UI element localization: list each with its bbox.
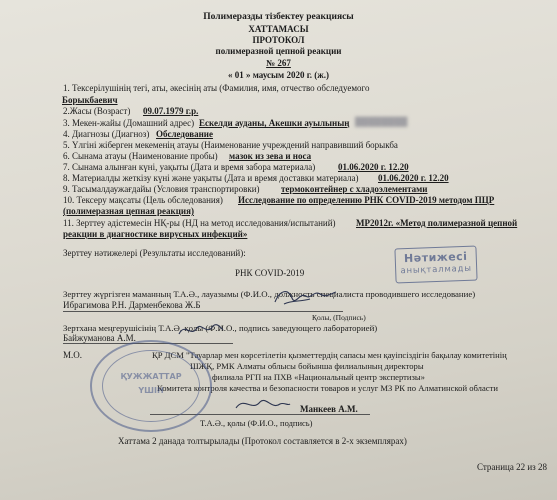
copies-note: Хаттама 2 данада толтырылады (Протокол составляется в 2-х экземплярах)	[118, 436, 407, 446]
field-10-label: 10. Тексеру мақсаты (Цель обследования)	[63, 195, 223, 205]
lab-title-kz: Полимеразды тізбектеу реакциясы	[203, 12, 354, 22]
result-stamp	[394, 246, 477, 284]
specialist-sign-label: Қолы, (Подпись)	[312, 313, 366, 322]
field-3-label: 3. Мекен-жайы (Домашний адрес)	[63, 118, 195, 128]
specialist-line	[63, 311, 343, 312]
field-11-value-2: реакции в диагностике вирусных инфекций»	[63, 229, 248, 239]
field-8-value: 01.06.2020 г. 12.20	[378, 173, 449, 183]
result-stamp-line2: анықталмады	[400, 263, 472, 277]
field-10-value: Исследование по определению РНК COVID-2019 методом ПЦР	[238, 195, 495, 205]
field-11-label: 11. Зерттеу әдістемесін НҚ-ры (НД на метод исследования/испытаний)	[63, 218, 336, 228]
field-2-value: 09.07.1979 г.р.	[143, 106, 199, 116]
field-7-value: 01.06.2020 г. 12.20	[338, 162, 409, 172]
result-stamp-line1: Нәтижесі	[403, 249, 468, 266]
page-number: Страница 22 из 28	[477, 462, 547, 472]
round-stamp-text-mid: ҮШІН	[138, 386, 164, 395]
round-stamp-text-top: ҚУЖЖАТТАР	[120, 372, 182, 381]
field-1-label: 1. Тексерілушінің тегі, аты, әкесінің аты (Фамилия, имя, отчество обследуемого	[63, 83, 370, 93]
field-6-value: мазок из зева и носа	[229, 151, 312, 161]
results-label: Зерттеу нәтижелері (Результаты исследований):	[63, 248, 246, 258]
field-9-value: термоконтейнер с хладоэлементами	[281, 184, 428, 194]
director-line-1: ҚР ДСМ "Тауарлар мен көрсетілетін қызметтердің сапасы мен қауіпсіздігін бақылау комитетінің	[152, 350, 507, 360]
official-round-stamp	[90, 340, 212, 432]
director-sign-label: Т.А.Ә., қолы (Ф.И.О., подпись)	[200, 418, 313, 428]
field-7-label: 7. Сынама алынған күні, уақыты (Дата и время забора материала)	[63, 162, 316, 172]
director-signature	[232, 394, 292, 416]
redacted-address: ▓▓▓▓▓▓▓▓	[355, 116, 408, 126]
field-9-label: 9. Тасымалдаужағдайы (Условия транспортировки)	[63, 184, 260, 194]
field-8-label: 8. Материалды жеткізу күні және уақыты (Дата и время доставки материала)	[63, 173, 359, 183]
head-name: Байжуманова А.М.	[63, 333, 136, 343]
specialist-name: Ибрагимова Р.Н. Дарменбекова Ж.Б	[63, 300, 201, 310]
doc-title-kz: ХАТТАМАСЫ	[248, 24, 309, 34]
field-11-value: МР2012г. «Метод полимеразной цепной	[356, 218, 518, 228]
director-line-3: филиала РГП на ПХВ «Национальный центр экспертизы»	[212, 372, 425, 382]
field-6-label: 6. Сынама атауы (Наименование пробы)	[63, 151, 218, 161]
field-4-label: 4. Диагнозы (Диагноз)	[63, 129, 150, 139]
field-2-label: 2.Жасы (Возраст)	[63, 106, 131, 116]
head-signature	[175, 318, 225, 342]
field-10-value-2: (полимеразная цепная реакция)	[63, 206, 194, 216]
director-line-4: Комитета контроля качества и безопасности товаров и услуг МЗ РК по Алматинской области	[157, 383, 498, 393]
field-3-value: Ескелди ауданы, Акешки ауылының	[199, 118, 350, 128]
protocol-date: « 01 » маусым 2020 г. (ж.)	[227, 70, 330, 80]
field-1-value: Борыкбаевич	[62, 95, 118, 105]
director-line-2: ШЖҚ, РМК Алматы облысы бойынша филиалының директоры	[190, 361, 424, 371]
protocol-number: № 267	[266, 58, 291, 68]
results-value: РНК COVID-2019	[235, 268, 305, 278]
doc-title-ru: ПРОТОКОЛ	[252, 35, 305, 45]
mp-label: М.О.	[63, 350, 83, 360]
doc-subtitle-ru: полимеразной цепной реакции	[215, 46, 342, 56]
specialist-label: Зерттеу жүргізген маманның Т.А.Ә., лауазымы (Ф.И.О., должность специалиста проводившего исследование)	[63, 289, 476, 299]
head-label: Зертхана меңгерушісінің Т.А.Ә, қолы (Ф.И.О., подпись заведующего лабораторией)	[63, 323, 378, 333]
director-name: Манкеев А.М.	[300, 404, 358, 414]
field-4-value: Обследование	[156, 129, 213, 139]
field-5-label: 5. Үлгіні жіберген мекеменің атауы (Наименование учреждений направивший борыкба	[63, 140, 398, 150]
specialist-signature	[270, 284, 340, 310]
